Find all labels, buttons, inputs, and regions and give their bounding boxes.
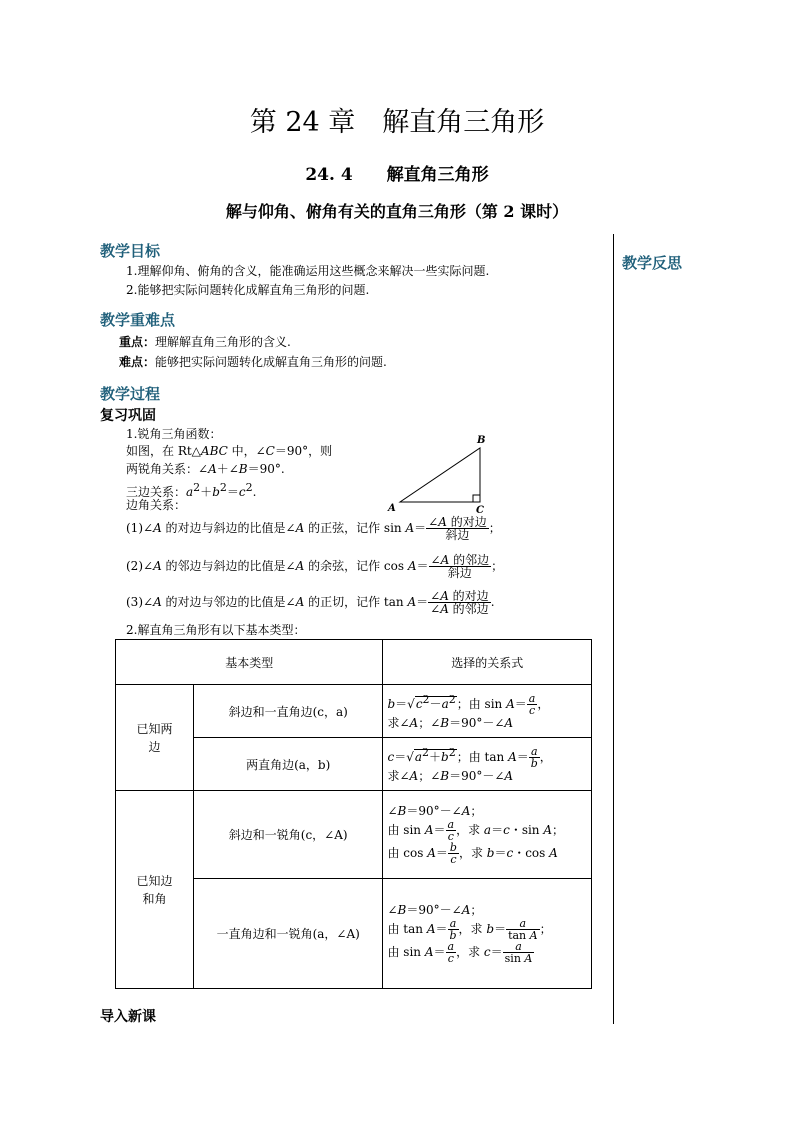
acute-angle-relation: 两锐角关系：∠A＋∠B＝90°.: [126, 462, 285, 476]
reflection-heading: 教学反思: [622, 254, 683, 272]
relation-two-legs: $c=√a^2+b^2$；由 tan A＝ $\frac{a}{b}$ ， 求∠A；∠B＝90°－∠A: [383, 738, 592, 791]
side-angle-relation: 边角关系：: [126, 498, 187, 512]
relation-leg-angle: ∠B＝90°－∠A； 由 tan A＝ $\frac{a}{b}$ ，求 b＝ $\frac{a}{\text{tan A}}$ ； 由 sin A＝ $\frac{a}{c}$ ，求 c＝ $\frac{a}{\text{sin A}}$: [383, 879, 592, 989]
difficulty-text: 能够把实际问题转化成解直角三角形的问题.: [155, 355, 387, 369]
chapter-title: 第 24 章 解直角三角形: [249, 107, 545, 138]
item-2: 2.解直角三角形有以下基本类型：: [126, 623, 306, 637]
key-points-heading: 教学重难点: [100, 311, 176, 329]
sine-definition: (1)∠A 的对边与斜边的比值是∠A 的正弦，记作 sin A＝ $\frac{\text{∠A 的对边}}{\text{斜边}}$ ；: [126, 515, 501, 542]
focus-text: 理解解直角三角形的含义.: [155, 335, 291, 349]
new-lesson-heading: 导入新课: [100, 1009, 156, 1025]
solve-types-table: [115, 639, 592, 989]
section-title: 24. 4 解直角三角形: [305, 165, 489, 185]
relation-hypotenuse-leg: $b=√c^2-a^2$；由 sin A＝ $\frac{a}{c}$ ， 求∠A；∠B＝90°－∠A: [383, 685, 592, 738]
group-side-angle: 已知边和角: [116, 791, 194, 989]
vertex-label-b: B: [477, 435, 486, 446]
right-angle-mark: [473, 495, 480, 502]
objective-2: 2.能够把实际问题转化成解直角三角形的问题.: [126, 283, 370, 297]
table-header-relation: 选择的关系式: [383, 640, 592, 685]
process-heading: 教学过程: [100, 385, 161, 403]
difficulty-line: [119, 354, 387, 371]
item-1: 1.锐角三角函数：: [126, 427, 222, 441]
figure-description: 如图，在 Rt△ABC 中，∠C＝90°，则: [126, 444, 333, 458]
objectives-heading: 教学目标: [100, 242, 161, 260]
group-two-sides: 已知两边: [116, 685, 194, 791]
difficulty-label: 难点：: [119, 355, 156, 369]
row-hypotenuse-angle: 斜边和一锐角(c，∠A): [193, 791, 383, 879]
side-relation: 三边关系：$a^2+b^2=c^2$.: [126, 481, 257, 499]
triangle-shape: [400, 448, 480, 502]
vertex-label-a: A: [388, 503, 396, 514]
row-two-legs: 两直角边(a，b): [193, 738, 383, 791]
tangent-definition: (3)∠A 的对边与邻边的比值是∠A 的正切，记作 tan A＝ $\frac{\text{∠A 的对边}}{\text{∠A 的邻边}}$ .: [126, 589, 495, 616]
table-header-type: 基本类型: [116, 640, 383, 685]
review-heading: 复习巩固: [100, 408, 156, 424]
right-triangle-figure: [380, 430, 492, 516]
vertex-label-c: C: [476, 505, 484, 516]
row-leg-angle: 一直角边和一锐角(a，∠A): [193, 879, 383, 989]
lesson-title: 解与仰角、俯角有关的直角三角形（第 2 课时）: [225, 202, 569, 221]
objective-1: 1.理解仰角、俯角的含义，能准确运用这些概念来解决一些实际问题.: [126, 264, 490, 278]
focus-label: 重点：: [119, 335, 156, 349]
focus-line: [119, 334, 291, 351]
row-hypotenuse-leg: 斜边和一直角边(c，a): [193, 685, 383, 738]
relation-hypotenuse-angle: ∠B＝90°－∠A； 由 sin A＝ $\frac{a}{c}$ ，求 a＝c・sin A； 由 cos A＝ $\frac{b}{c}$ ，求 b＝c・cos A: [383, 791, 592, 879]
column-divider: [613, 234, 614, 1024]
cosine-definition: (2)∠A 的邻边与斜边的比值是∠A 的余弦，记作 cos A＝ $\frac{\text{∠A 的邻边}}{\text{斜边}}$ ；: [126, 553, 504, 580]
